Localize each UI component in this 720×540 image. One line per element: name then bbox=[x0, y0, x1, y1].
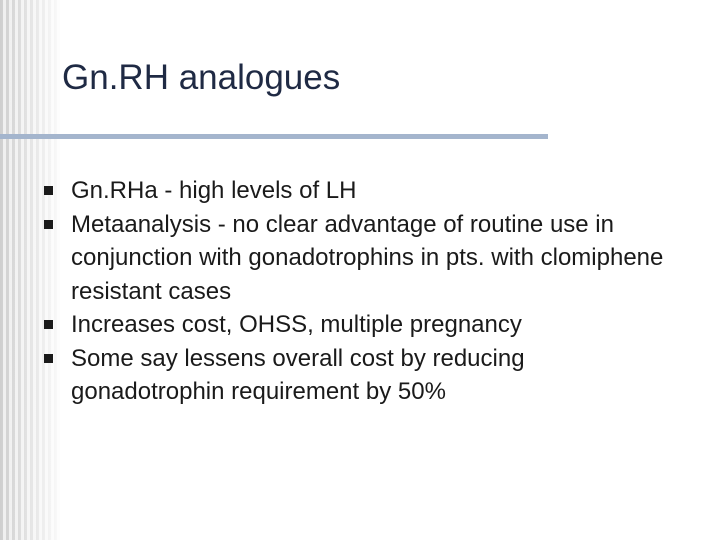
square-bullet-icon bbox=[44, 220, 53, 229]
bullet-text: Increases cost, OHSS, multiple pregnancy bbox=[71, 311, 522, 338]
bullet-item bbox=[44, 174, 664, 208]
title-underline bbox=[0, 134, 548, 139]
bullet-item bbox=[44, 308, 664, 342]
bullet-text: Some say lessens overall cost by reducing gonadotrophin requirement by 50% bbox=[71, 344, 525, 405]
bullet-item bbox=[44, 342, 664, 409]
square-bullet-icon bbox=[44, 354, 53, 363]
bullet-text: Metaanalysis - no clear advantage of routine use in conjunction with gonadotrophins in pts. with clomiphene resistant cases bbox=[71, 210, 664, 305]
bullet-list bbox=[44, 174, 664, 409]
square-bullet-icon bbox=[44, 320, 53, 329]
slide-title: Gn.RH analogues bbox=[62, 58, 341, 97]
bullet-item bbox=[44, 208, 664, 309]
bullet-text: Gn.RHa - high levels of LH bbox=[71, 177, 357, 204]
square-bullet-icon bbox=[44, 186, 53, 195]
